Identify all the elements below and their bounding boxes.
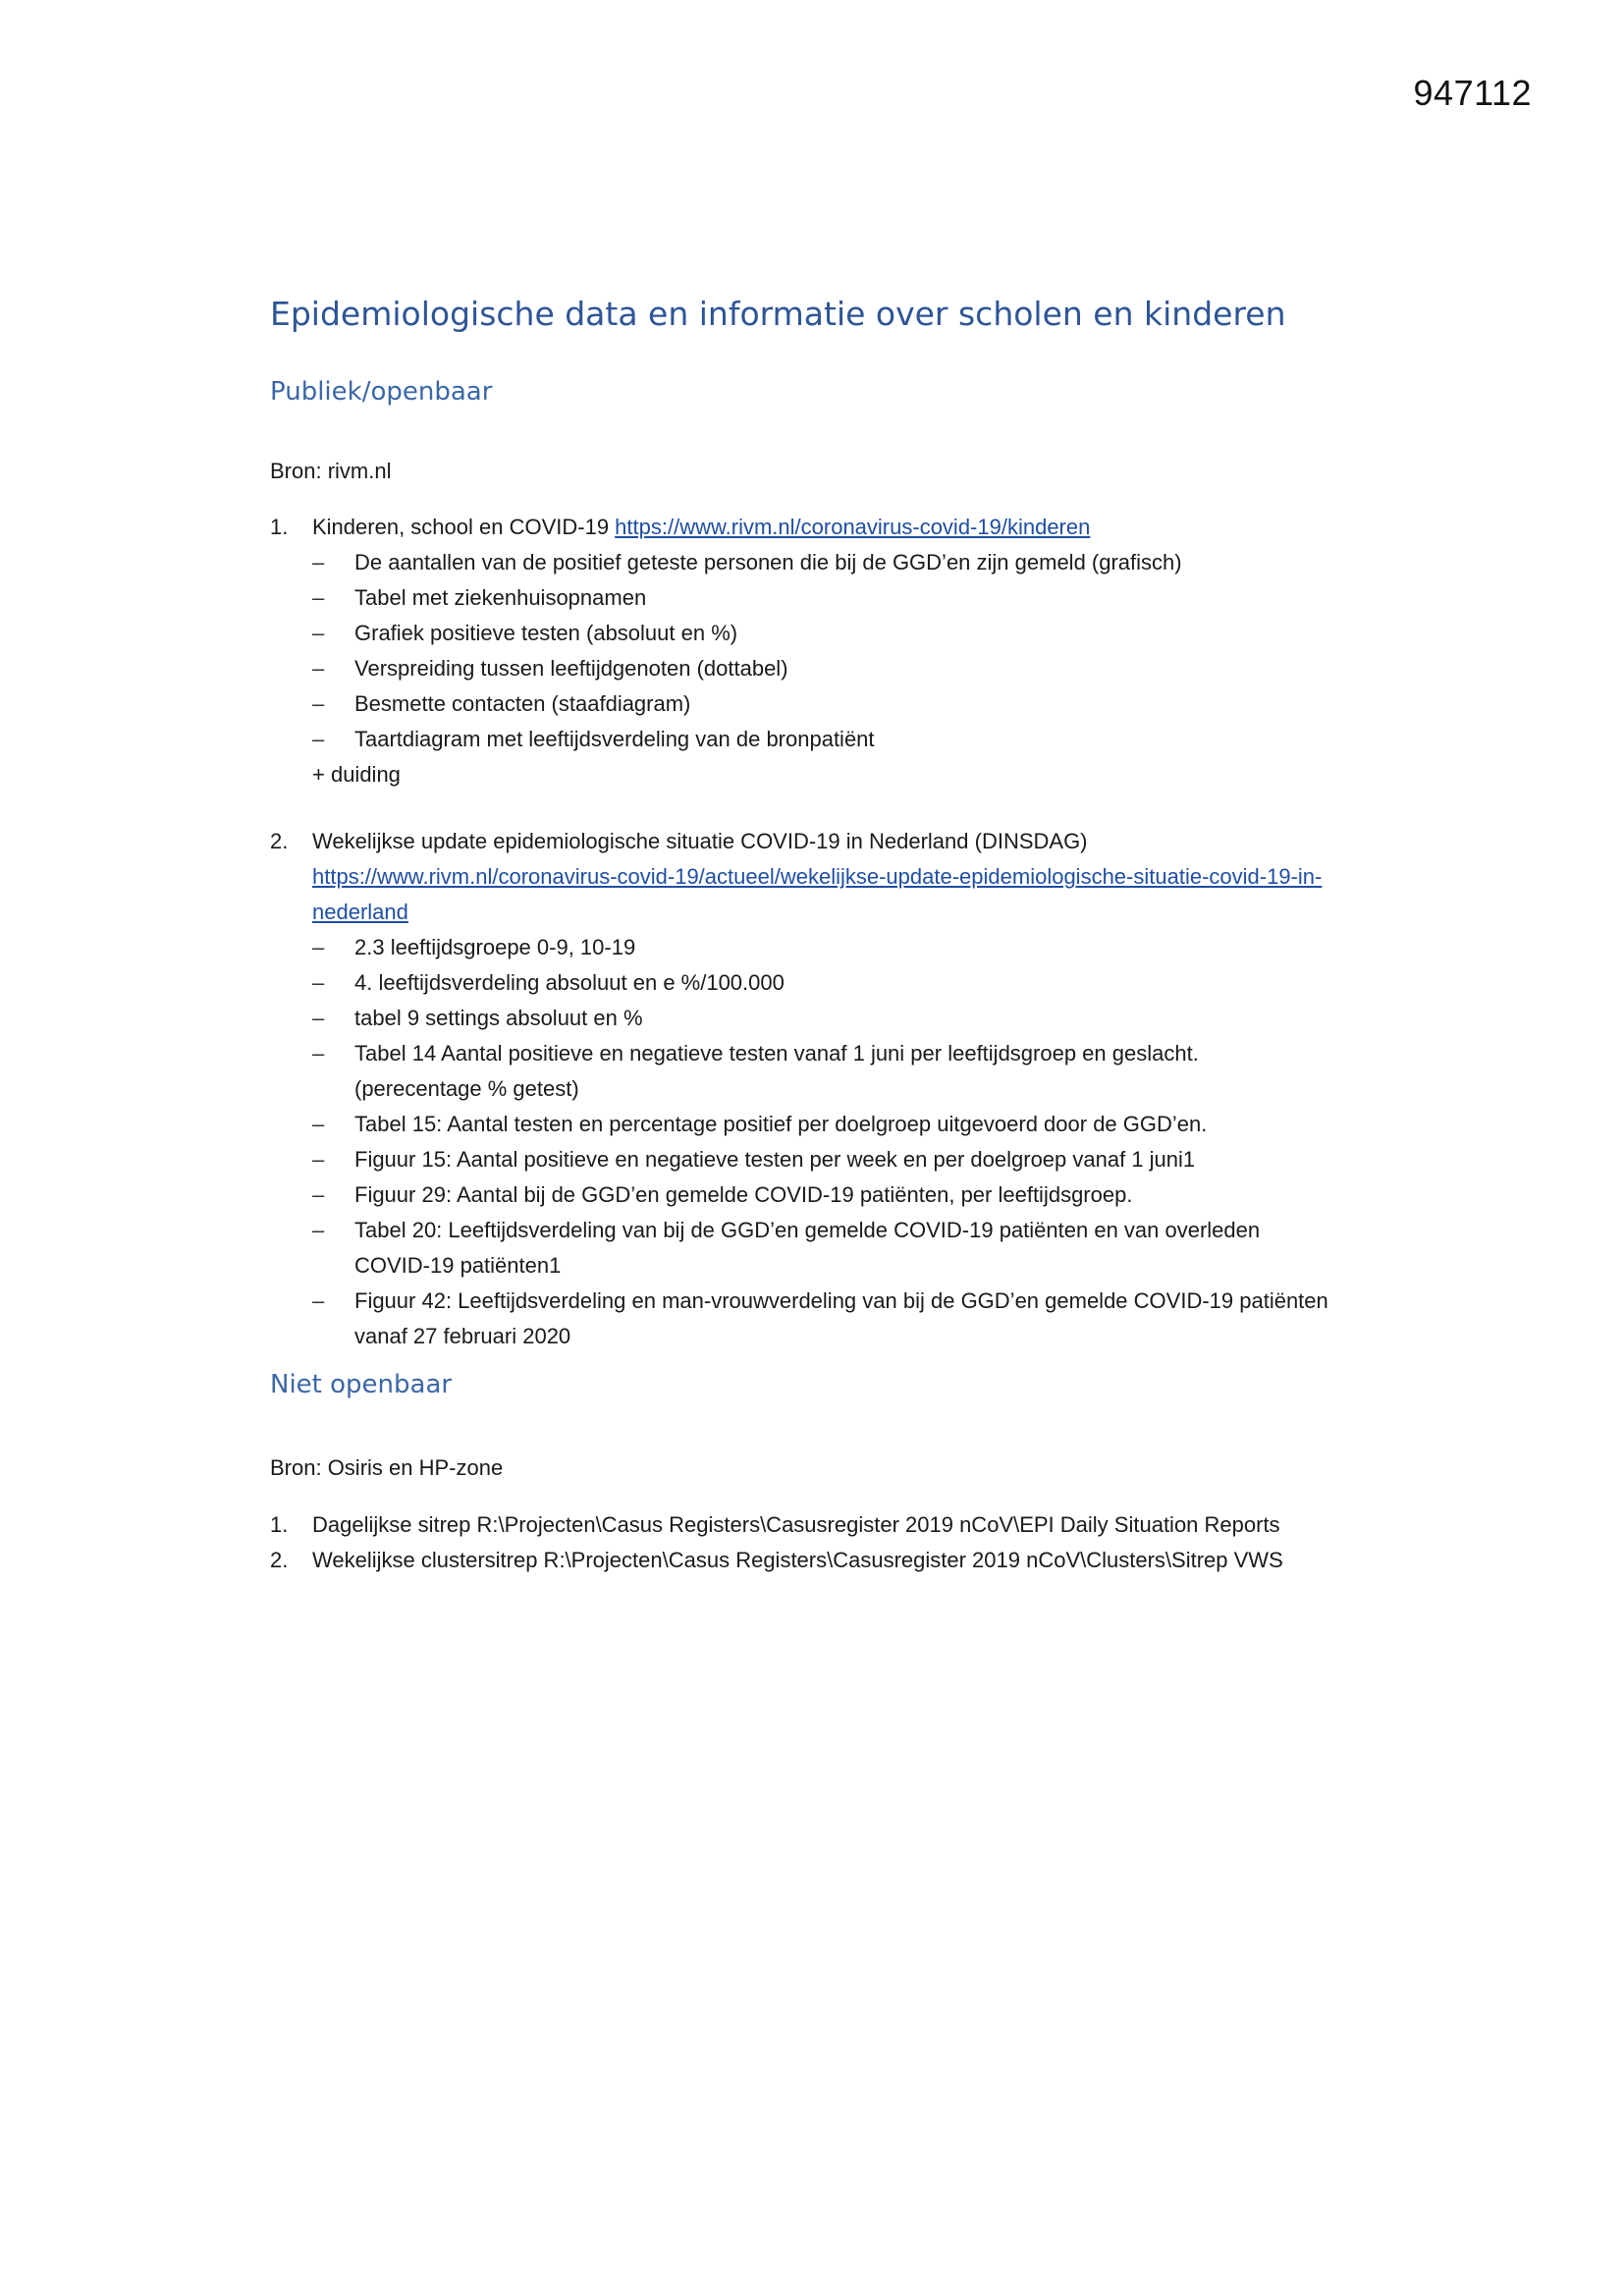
- sub-list-item: [312, 1284, 1330, 1354]
- sub-list-text: Figuur 42: Leeftijdsverdeling en man-vrouwverdeling van bij de GGD’en gemelde COVID-19 patiënten vanaf 27 februari 2020: [354, 1288, 1328, 1349]
- rivm-weekly-update-link[interactable]: https://www.rivm.nl/coronavirus-covid-19/actueel/wekelijkse-update-epidemiologische-situatie-covid-19-in-nederland: [312, 864, 1323, 925]
- dash-bullet: –: [312, 1182, 325, 1208]
- dash-bullet: –: [312, 1041, 325, 1066]
- dash-bullet: –: [312, 935, 325, 960]
- list-number: 2.: [270, 829, 289, 854]
- sub-list-item: [312, 722, 1330, 757]
- list-number: 1.: [270, 515, 289, 540]
- sub-list-item: [312, 1107, 1330, 1142]
- dash-bullet: –: [312, 656, 325, 682]
- sub-list-text: Figuur 29: Aantal bij de GGD’en gemelde COVID-19 patiënten, per leeftijdsgroep.: [354, 1182, 1133, 1208]
- document-id: 947112: [1413, 73, 1532, 113]
- sub-list-item: [312, 1177, 1330, 1213]
- section-heading-public: Publiek/openbaar: [270, 376, 493, 407]
- document-body: [270, 295, 1330, 1578]
- dash-bullet: –: [312, 970, 325, 996]
- sub-list-item: [312, 965, 1330, 1001]
- sub-list-text: Tabel met ziekenhuisopnamen: [354, 585, 647, 611]
- sub-list-text: tabel 9 settings absoluut en %: [354, 1006, 643, 1031]
- sub-list: [312, 545, 1330, 757]
- list-item-text: Wekelijkse clustersitrep R:\Projecten\Casus Registers\Casusregister 2019 nCoV\Clusters\Sitrep VWS: [312, 1547, 1283, 1572]
- sub-list-item: [312, 1036, 1330, 1107]
- list-number: 2.: [270, 1547, 289, 1572]
- sub-list-text: Taartdiagram met leeftijdsverdeling van de bronpatiënt: [354, 727, 875, 752]
- list-item: [270, 824, 1330, 1354]
- list-item-text: Wekelijkse update epidemiologische situatie COVID-19 in Nederland (DINSDAG): [312, 829, 1088, 854]
- list-item: [270, 510, 1330, 793]
- dash-bullet: –: [312, 550, 325, 575]
- duiding-note: + duiding: [312, 762, 401, 788]
- sub-list-text: Tabel 20: Leeftijdsverdeling van bij de GGD’en gemelde COVID-19 patiënten en van overleden COVID-19 patiënten1: [354, 1218, 1261, 1279]
- sub-list: [312, 930, 1330, 1354]
- sub-list-item: [312, 580, 1330, 616]
- sub-list-text: 2.3 leeftijdsgroepe 0-9, 10-19: [354, 935, 636, 960]
- list-item: [270, 1507, 1330, 1543]
- source-line-private: Bron: Osiris en HP-zone: [270, 1455, 504, 1481]
- list-number: 1.: [270, 1511, 289, 1537]
- dash-bullet: –: [312, 621, 325, 646]
- dash-bullet: –: [312, 585, 325, 611]
- sub-list-text: Figuur 15: Aantal positieve en negatieve testen per week en per doelgroep vanaf 1 juni1: [354, 1147, 1196, 1173]
- dash-bullet: –: [312, 1006, 325, 1031]
- sub-list-text: De aantallen van de positief geteste personen die bij de GGD’en zijn gemeld (grafisch): [354, 550, 1182, 575]
- page-title: Epidemiologische data en informatie over scholen en kinderen: [270, 295, 1286, 333]
- dash-bullet: –: [312, 1218, 325, 1243]
- sub-list-item: [312, 1001, 1330, 1036]
- sub-list-item: [312, 1213, 1330, 1284]
- rivm-kinderen-link[interactable]: https://www.rivm.nl/coronavirus-covid-19/kinderen: [615, 515, 1091, 540]
- sub-list-item: [312, 930, 1330, 965]
- sub-list-item: [312, 616, 1330, 651]
- sub-list-text: Tabel 14 Aantal positieve en negatieve testen vanaf 1 juni per leeftijdsgroep en geslacht. (perecentage % getest): [354, 1041, 1199, 1102]
- dash-bullet: –: [312, 1288, 325, 1314]
- source-line-public: Bron: rivm.nl: [270, 458, 392, 483]
- public-list: [270, 510, 1330, 1354]
- list-item-text: Dagelijkse sitrep R:\Projecten\Casus Registers\Casusregister 2019 nCoV\EPI Daily Situation Reports: [312, 1511, 1280, 1537]
- dash-bullet: –: [312, 727, 325, 752]
- sub-list-item: [312, 651, 1330, 686]
- sub-list-text: Besmette contacten (staafdiagram): [354, 691, 691, 717]
- sub-list-item: [312, 686, 1330, 722]
- sub-list-text: Verspreiding tussen leeftijdgenoten (dottabel): [354, 656, 788, 682]
- section-heading-private: Niet openbaar: [270, 1370, 453, 1400]
- private-list: [270, 1507, 1330, 1578]
- sub-list-item: [312, 1142, 1330, 1177]
- sub-list-text: Grafiek positieve testen (absoluut en %): [354, 621, 738, 646]
- dash-bullet: –: [312, 691, 325, 717]
- dash-bullet: –: [312, 1112, 325, 1137]
- list-item: [270, 1543, 1330, 1578]
- sub-list-text: 4. leeftijdsverdeling absoluut en e %/100.000: [354, 970, 785, 996]
- sub-list-item: [312, 545, 1330, 580]
- sub-list-text: Tabel 15: Aantal testen en percentage positief per doelgroep uitgevoerd door de GGD’en.: [354, 1112, 1208, 1137]
- dash-bullet: –: [312, 1147, 325, 1173]
- list-item-text: Kinderen, school en COVID-19: [312, 515, 616, 540]
